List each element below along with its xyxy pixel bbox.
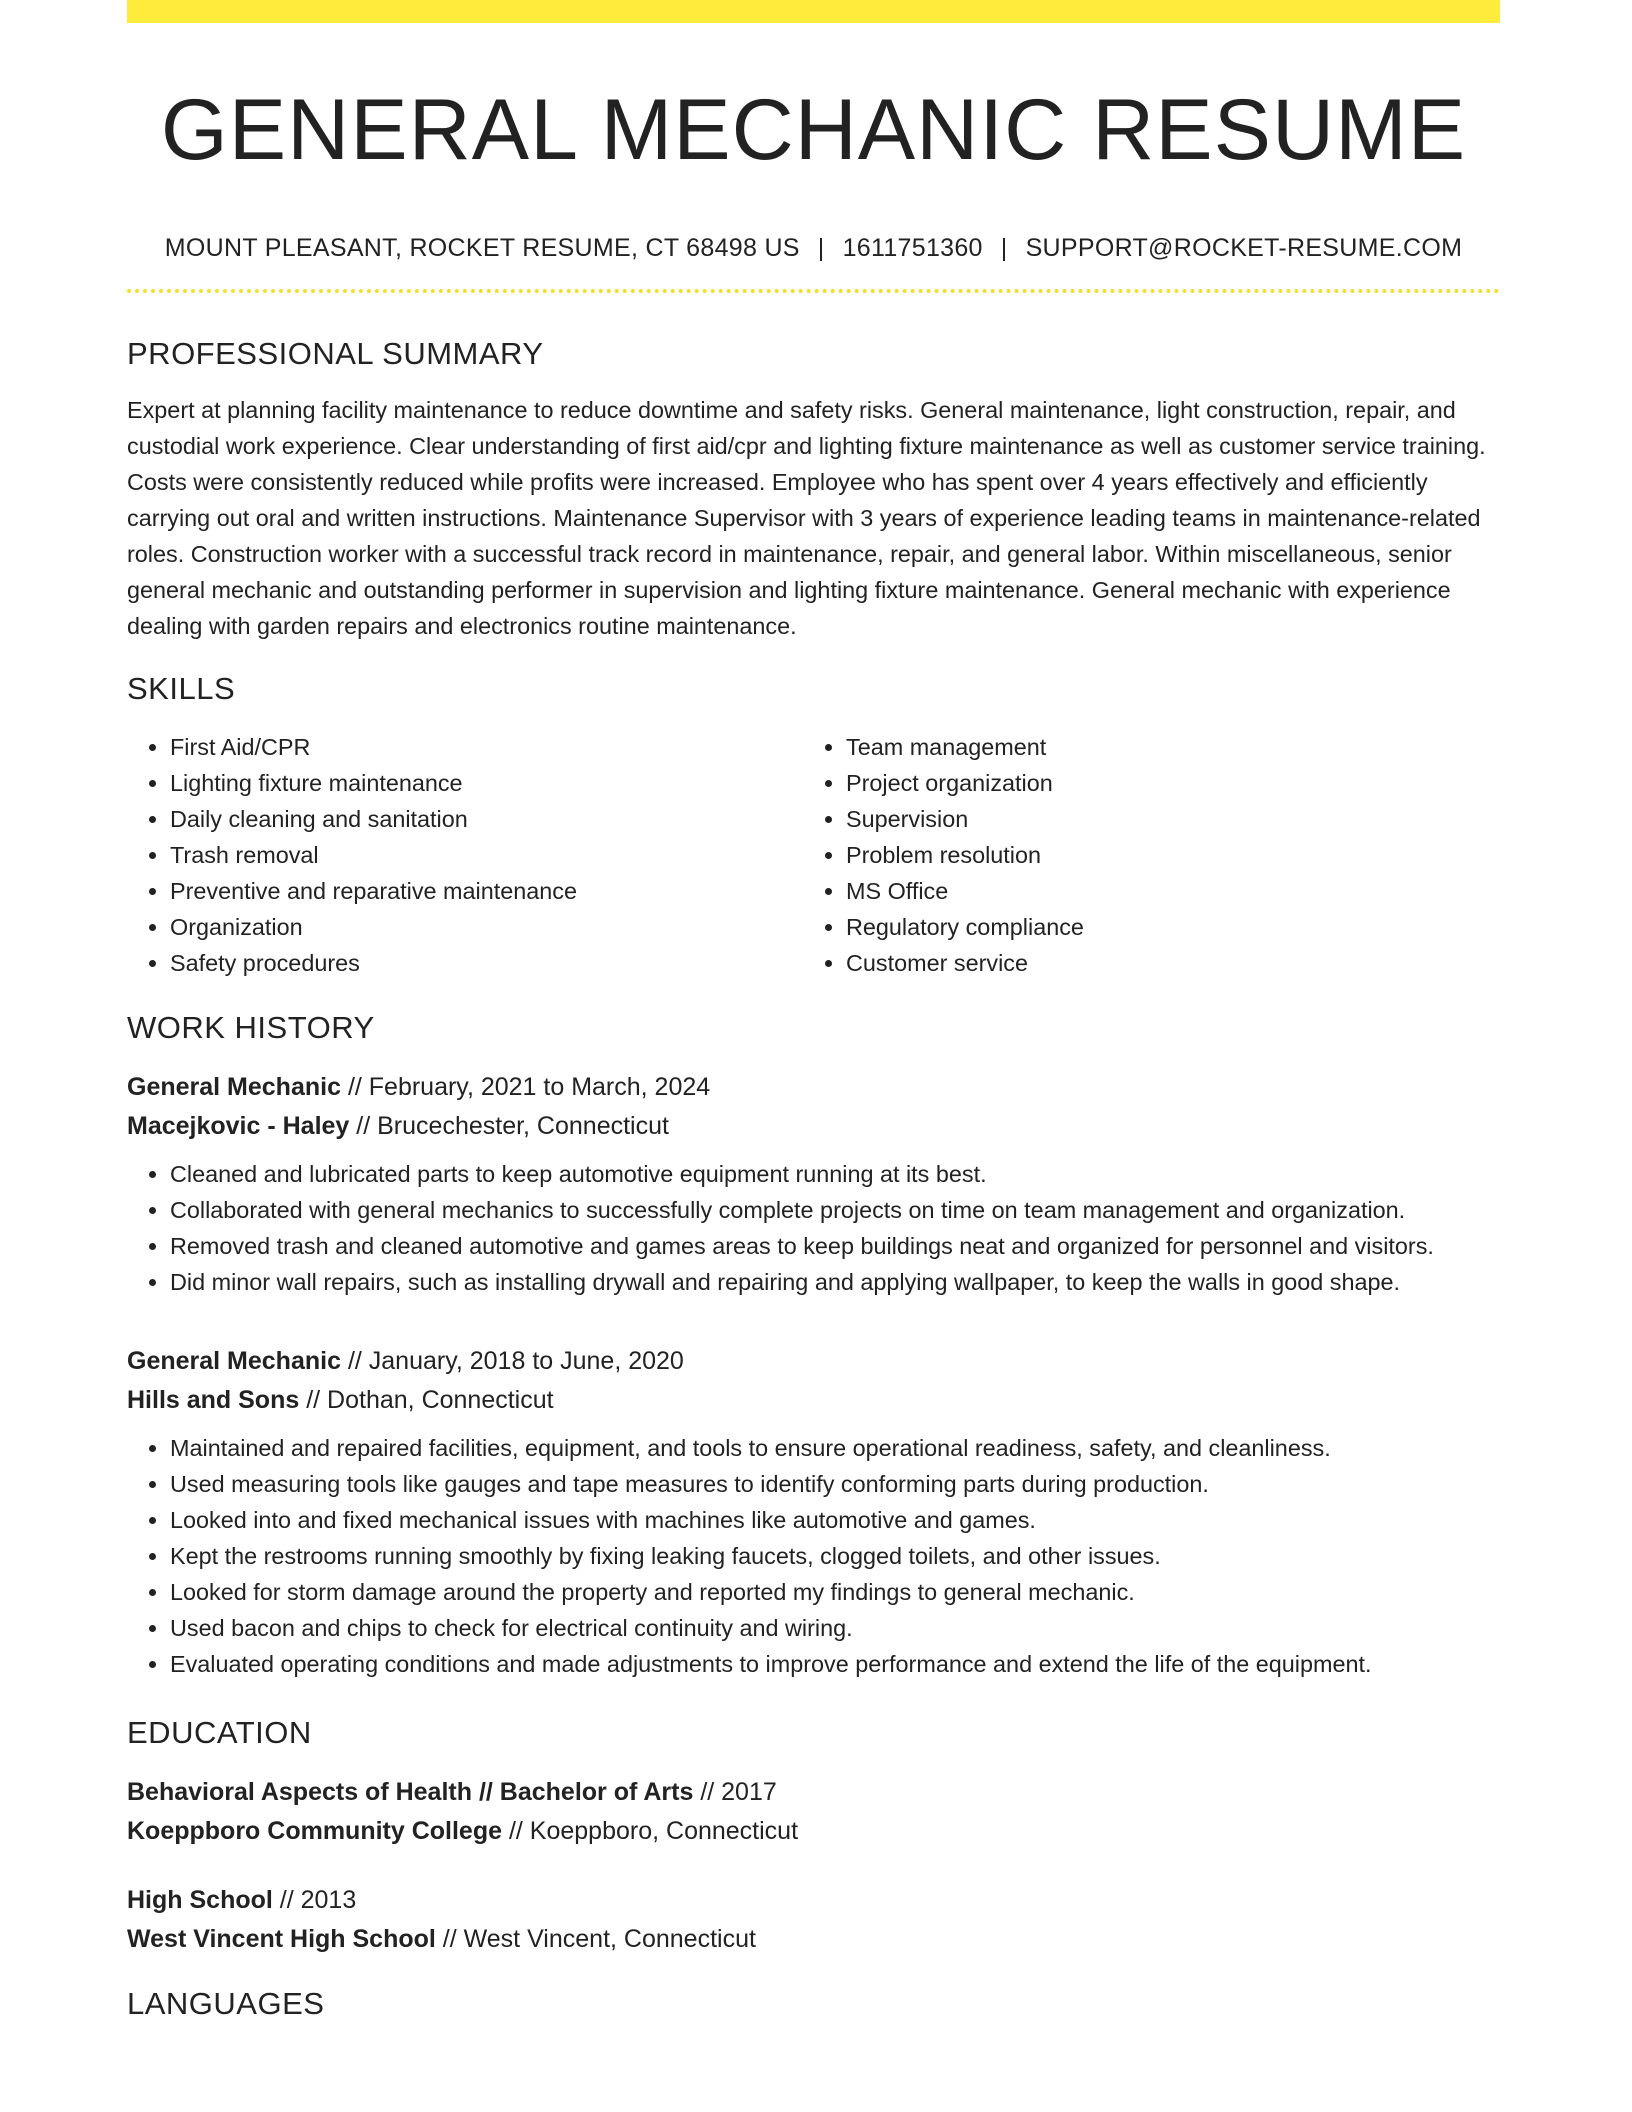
skill-item: • Trash removal [170, 837, 803, 873]
job-location: // Dothan, Connecticut [306, 1386, 554, 1415]
job-entry [127, 1342, 1500, 1682]
job-bullet: • Looked into and fixed mechanical issues with machines like automotive and games. [170, 1502, 1500, 1538]
contact-phone: 1611751360 [842, 233, 983, 262]
education-school-line [127, 1812, 1500, 1851]
accent-bar [127, 0, 1500, 23]
education-degree: Behavioral Aspects of Health // Bachelor of Arts [127, 1778, 694, 1807]
job-location: // Brucechester, Connecticut [356, 1112, 669, 1141]
education-heading: EDUCATION [127, 1715, 312, 1751]
skill-item: • Organization [170, 909, 803, 945]
job-bullet: • Did minor wall repairs, such as installing drywall and repairing and applying wallpaper, to keep the walls in good shape. [170, 1264, 1500, 1300]
job-employer: Macejkovic - Haley [127, 1112, 350, 1141]
job-title: General Mechanic [127, 1073, 341, 1102]
job-bullet: • Used bacon and chips to check for electrical continuity and wiring. [170, 1610, 1500, 1646]
work-history-heading: WORK HISTORY [127, 1009, 375, 1045]
job-entry [127, 1068, 1500, 1300]
job-bullet: • Kept the restrooms running smoothly by fixing leaking faucets, clogged toilets, and other issues. [170, 1538, 1500, 1574]
job-bullet: • Used measuring tools like gauges and tape measures to identify conforming parts during production. [170, 1466, 1500, 1502]
education-degree: High School [127, 1886, 273, 1915]
education-degree-line [127, 1881, 1500, 1920]
education-entry [127, 1881, 1500, 1959]
job-employer-line [127, 1107, 1500, 1146]
job-bullet: • Cleaned and lubricated parts to keep automotive equipment running at its best. [170, 1156, 1500, 1192]
contact-email[interactable]: SUPPORT@ROCKET-RESUME.COM [1025, 233, 1463, 262]
skills-heading: SKILLS [127, 670, 236, 706]
contact-separator: | [1000, 233, 1008, 262]
education-school: West Vincent High School [127, 1925, 436, 1954]
job-bullet: • Looked for storm damage around the property and reported my findings to general mechanic. [170, 1574, 1500, 1610]
job-title-line [127, 1342, 1500, 1381]
education-school-line [127, 1920, 1500, 1959]
skills-right-list [803, 729, 1479, 981]
job-dates: // January, 2018 to June, 2020 [347, 1347, 684, 1376]
education-entry [127, 1773, 1500, 1851]
job-bullets [127, 1156, 1500, 1300]
skills-left-list [127, 729, 803, 981]
education-year: // 2013 [279, 1886, 357, 1915]
education-location: // West Vincent, Connecticut [442, 1925, 756, 1954]
contact-separator: | [817, 233, 825, 262]
job-employer: Hills and Sons [127, 1386, 300, 1415]
skill-item: • Supervision [846, 801, 1479, 837]
job-bullet: • Removed trash and cleaned automotive and games areas to keep buildings neat and organized for personnel and visitors. [170, 1228, 1500, 1264]
education-year: // 2017 [700, 1778, 777, 1807]
skill-item: • Preventive and reparative maintenance [170, 873, 803, 909]
skill-item: • Project organization [846, 765, 1479, 801]
resume-title: GENERAL MECHANIC RESUME [160, 82, 1467, 178]
skill-item: • Safety procedures [170, 945, 803, 981]
job-bullet: • Evaluated operating conditions and made adjustments to improve performance and extend the life of the equipment. [170, 1646, 1500, 1682]
contact-line [127, 234, 1500, 263]
job-bullet: • Collaborated with general mechanics to successfully complete projects on time on team management and organization. [170, 1192, 1500, 1228]
education-location: // Koeppboro, Connecticut [508, 1817, 799, 1846]
job-dates: // February, 2021 to March, 2024 [347, 1073, 711, 1102]
summary-text: Expert at planning facility maintenance to reduce downtime and safety risks. General maintenance, light construction, repair, and custodial work experience. Clear understanding of first aid/cpr and lighting fixture maintenance as well as customer service training. Costs were consistently reduced while profits were increased. Employee who has spent over 4 years effectively and efficiently carrying out oral and written instructions. Maintenance Supervisor with 3 years of experience leading teams in maintenance-related roles. Construction worker with a successful track record in maintenance, repair, and general labor. Within miscellaneous, senior general mechanic and outstanding performer in supervision and lighting fixture maintenance. General mechanic with experience dealing with garden repairs and electronics routine maintenance. [127, 396, 1486, 639]
education-school: Koeppboro Community College [127, 1817, 502, 1846]
skill-item: • First Aid/CPR [170, 729, 803, 765]
skill-item: • Lighting fixture maintenance [170, 765, 803, 801]
dotted-divider [127, 289, 1500, 293]
skills-grid [127, 729, 1500, 981]
skill-item: • Daily cleaning and sanitation [170, 801, 803, 837]
job-employer-line [127, 1381, 1500, 1420]
skill-item: • Customer service [846, 945, 1479, 981]
skill-item: • Regulatory compliance [846, 909, 1479, 945]
job-title: General Mechanic [127, 1347, 341, 1376]
job-bullets [127, 1430, 1500, 1682]
skill-item: • Team management [846, 729, 1479, 765]
contact-address: MOUNT PLEASANT, ROCKET RESUME, CT 68498 US [164, 233, 800, 262]
languages-heading: LANGUAGES [127, 1986, 325, 2022]
resume-page [127, 0, 1500, 2023]
skill-item: • Problem resolution [846, 837, 1479, 873]
skill-item: • MS Office [846, 873, 1479, 909]
education-degree-line [127, 1773, 1500, 1812]
summary-heading: PROFESSIONAL SUMMARY [127, 335, 544, 371]
job-title-line [127, 1068, 1500, 1107]
job-bullet: • Maintained and repaired facilities, equipment, and tools to ensure operational readiness, safety, and cleanliness. [170, 1430, 1500, 1466]
